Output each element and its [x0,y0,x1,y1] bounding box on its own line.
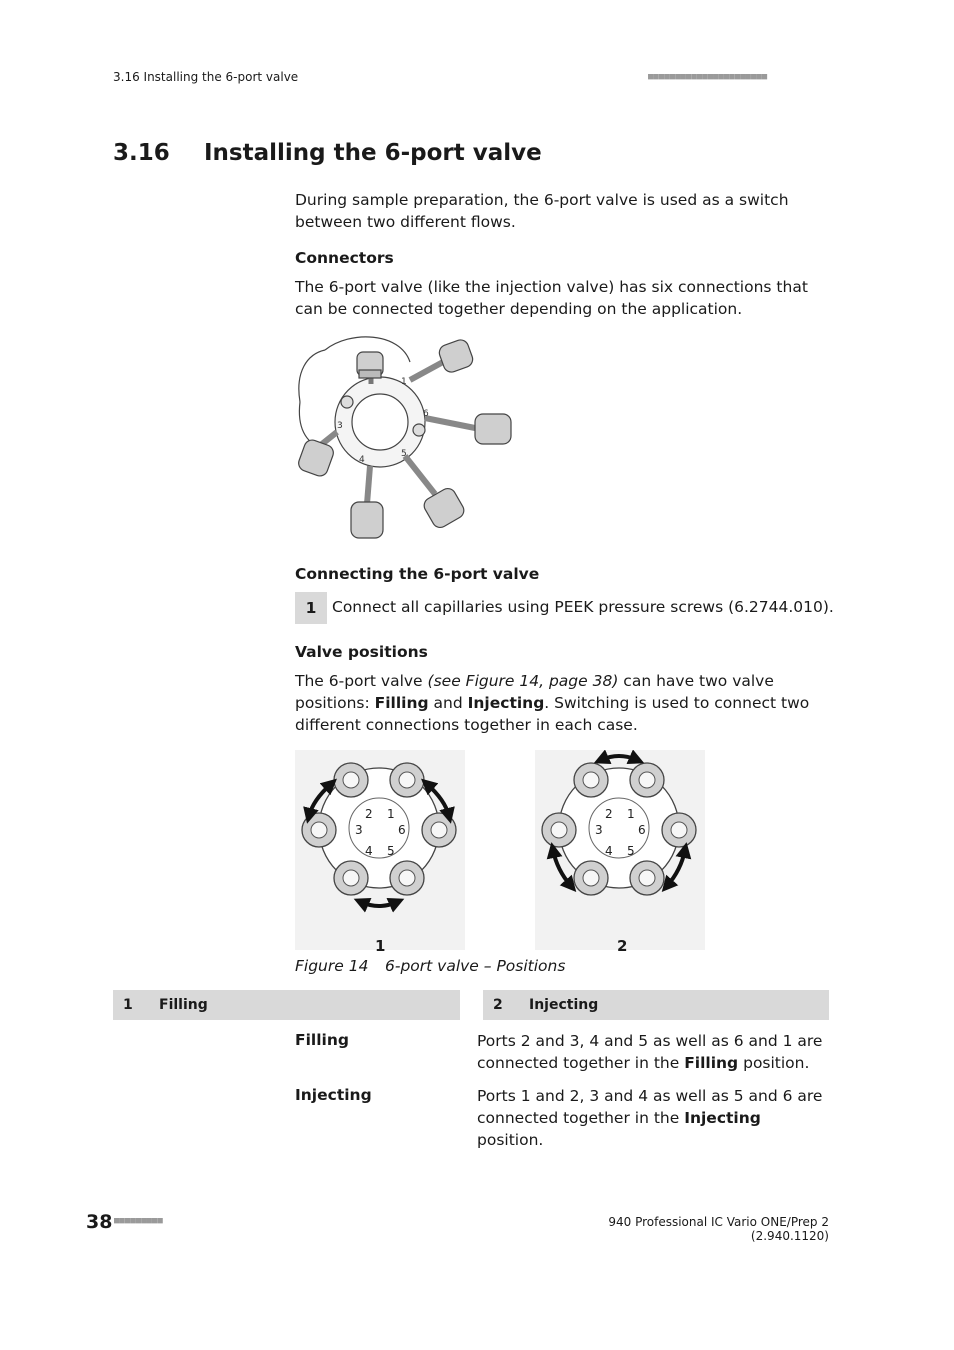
section-title: Installing the 6-port valve [204,140,542,166]
valve-port-label: 5 [401,449,407,459]
figure-reference: (see Figure 14, page 38) [427,672,619,690]
valve-photo [295,332,521,546]
port-number: 1 [387,807,395,821]
footer-dots: ■■■■■■■■■ [114,1216,163,1226]
port-number: 6 [398,823,406,837]
valve-port-label: 6 [423,409,429,419]
port-number: 5 [627,844,635,858]
figure-label-2: 2 [617,937,628,955]
legend-item-injecting: 2 Injecting [483,990,829,1020]
header-dots: ■■■■■■■■■■■■■■■■■■■■■■ [648,72,768,82]
running-header: 3.16 Installing the 6-port valve [113,70,299,84]
valve-positions-heading: Valve positions [295,643,428,661]
connectors-heading: Connectors [295,249,394,267]
port-number: 6 [638,823,646,837]
product-name: 940 Professional IC Vario ONE/Prep 2 (2.940.1120) [608,1215,829,1243]
section-number: 3.16 [113,140,170,166]
definition-term-injecting: Injecting [295,1086,372,1104]
port-number: 4 [365,844,373,858]
connecting-heading: Connecting the 6-port valve [295,565,540,583]
caption-number: Figure 14 [295,957,369,975]
port-number: 3 [595,823,603,837]
valve-positions-figure [295,750,705,950]
figure-caption [295,957,565,975]
valve-positions-paragraph: The 6-port valve (see Figure 14, page 38) can have two valve positions: Filling and Injecting. Switching is used to connect two different connections together in each case. [295,672,810,734]
port-number: 5 [387,844,395,858]
caption-text: 6-port valve – Positions [385,957,566,975]
legend-item-filling: 1 Filling [113,990,460,1020]
page-number: 38 [86,1211,113,1233]
definition-term-filling: Filling [295,1031,349,1049]
step-text: Connect all capillaries using PEEK pressure screws (6.2744.010). [332,598,834,616]
figure-label-1: 1 [375,937,386,955]
valve-diagram-filling [295,750,465,950]
valve-port-label: 3 [337,421,343,431]
port-number: 1 [627,807,635,821]
valve-diagram-injecting [535,750,705,950]
step-number: 1 [295,592,327,624]
definition-text-filling: Ports 2 and 3, 4 and 5 as well as 6 and 1 are connected together in the Filling position. [477,1032,823,1072]
intro-paragraph: During sample preparation, the 6-port valve is used as a switch between two different flows. [295,191,789,231]
port-number: 4 [605,844,613,858]
valve-port-label: 4 [359,455,365,465]
valve-port-label: 1 [401,377,407,387]
port-number: 2 [365,807,373,821]
port-number: 2 [605,807,613,821]
definition-text-injecting: Ports 1 and 2, 3 and 4 as well as 5 and 6 are connected together in the Injecting position. [477,1087,823,1149]
port-number: 3 [355,823,363,837]
connectors-paragraph: The 6-port valve (like the injection valve) has six connections that can be connected together depending on the application. [295,278,808,318]
